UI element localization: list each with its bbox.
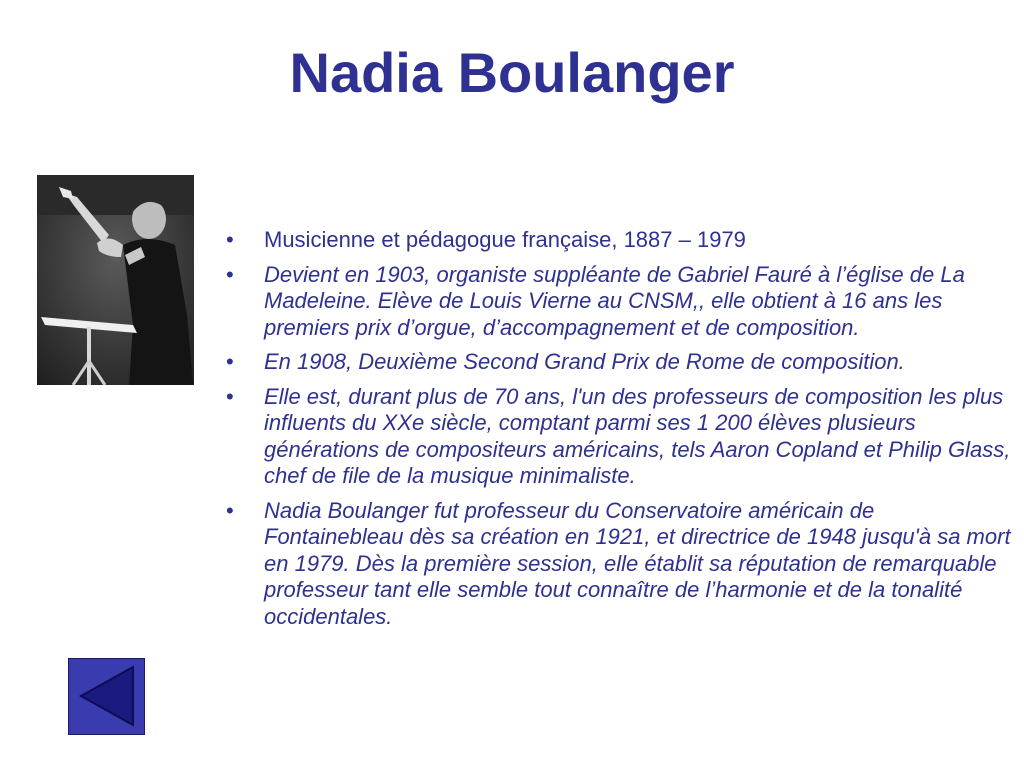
bullet-text: Devient en 1903, organiste suppléante de Gabriel Fauré à l’église de La Madeleine. Elève de Louis Vierne au CNSM,, elle obtient à 16 ans les premiers prix d’orgue, d’accompagnement et de composition.: [264, 261, 965, 340]
bullet-marker: •: [226, 261, 234, 287]
bullet-marker: •: [226, 349, 234, 374]
bullet-list: [222, 227, 1017, 638]
portrait-photo: [37, 175, 194, 385]
bullet-item: [222, 498, 1017, 631]
bullet-marker: •: [226, 383, 234, 409]
bullet-item: [222, 227, 1017, 254]
bullet-text: Musicienne et pédagogue française, 1887 – 1979: [264, 227, 746, 252]
triangle-left-icon: [69, 659, 144, 734]
bullet-item: [222, 384, 1017, 490]
bullet-text: Nadia Boulanger fut professeur du Conservatoire américain de Fontainebleau dès sa création en 1921, et directrice de 1948 jusqu'à sa mort en 1979. Dès la première session, elle établit sa réputation de remarquable professeur tant elle semble tout connaître de l’harmonie et de la tonalité occidentales.: [264, 497, 1011, 629]
bullet-marker: •: [226, 227, 234, 252]
back-navigation-button[interactable]: [68, 658, 145, 735]
slide-title: Nadia Boulanger: [289, 41, 735, 104]
bullet-item: [222, 262, 1017, 342]
bullet-item: [222, 349, 1017, 376]
bullet-marker: •: [226, 497, 234, 523]
bullet-text: En 1908, Deuxième Second Grand Prix de Rome de composition.: [264, 349, 905, 374]
bullet-text: Elle est, durant plus de 70 ans, l'un des professeurs de composition les plus influents du XXe siècle, comptant parmi ses 1 200 élèves plusieurs générations de compositeurs américains, tels Aaron Copland et Philip Glass, chef de file de la musique minimaliste.: [264, 383, 1011, 488]
conductor-photo-illustration: [37, 175, 194, 385]
